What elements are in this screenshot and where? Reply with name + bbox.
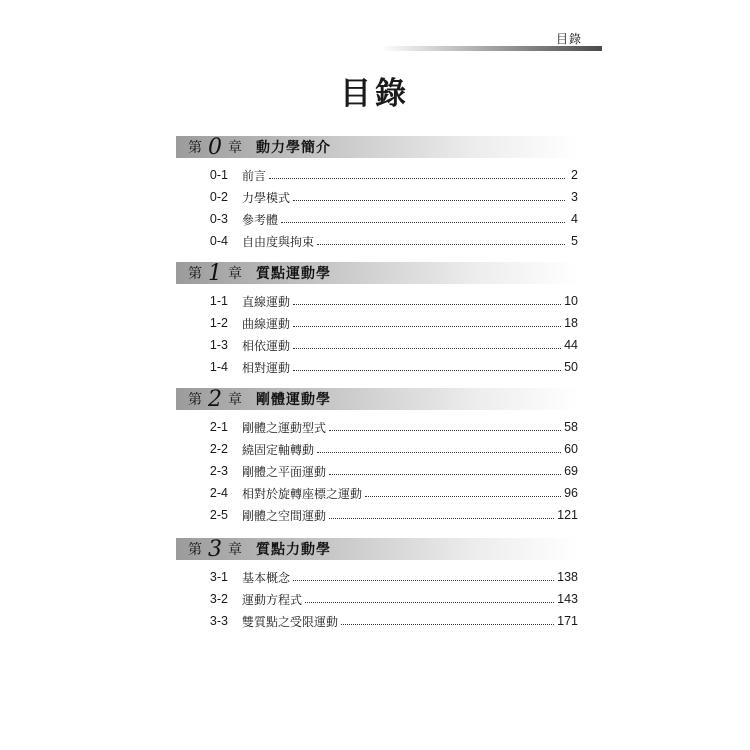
toc-entry[interactable] — [176, 312, 578, 334]
section-number: 0-2 — [209, 190, 228, 204]
dot-leader — [317, 451, 561, 453]
page-number: 60 — [564, 442, 578, 456]
page-number: 50 — [564, 360, 578, 374]
page-number: 3 — [571, 190, 578, 204]
section-number: 1-2 — [209, 316, 228, 330]
page-number: 4 — [571, 212, 578, 226]
chapter-title: 質點運動學 — [256, 266, 331, 282]
toc-entry[interactable] — [176, 482, 578, 504]
section-title: 剛體之運動型式 — [242, 420, 327, 435]
toc-entry[interactable] — [176, 208, 578, 230]
page-number: 171 — [557, 614, 578, 628]
dot-leader — [293, 369, 561, 371]
dot-leader — [341, 623, 554, 625]
chapter-number: 1 — [208, 261, 222, 286]
dot-leader — [293, 579, 554, 581]
dot-leader — [305, 601, 554, 603]
section-number: 3-3 — [209, 614, 228, 628]
section-number: 1-1 — [209, 294, 228, 308]
chapter-suffix: 章 — [228, 542, 242, 558]
chapter-heading[interactable] — [176, 262, 578, 284]
toc-entry[interactable] — [176, 566, 578, 588]
section-title: 參考體 — [242, 212, 279, 227]
toc-entry[interactable] — [176, 164, 578, 186]
section-title: 繞固定軸轉動 — [242, 442, 315, 457]
section-number: 2-3 — [209, 464, 228, 478]
section-title: 自由度與拘束 — [242, 234, 315, 249]
section-title: 剛體之空間運動 — [242, 508, 327, 523]
toc-entry[interactable] — [176, 416, 578, 438]
page-number: 18 — [564, 316, 578, 330]
chapter-heading[interactable] — [176, 538, 578, 560]
toc-entry[interactable] — [176, 588, 578, 610]
page-number: 44 — [564, 338, 578, 352]
chapter-title: 質點力動學 — [256, 542, 331, 558]
page-number: 96 — [564, 486, 578, 500]
dot-leader — [281, 221, 565, 223]
chapter-heading[interactable] — [176, 136, 578, 158]
section-title: 相依運動 — [242, 338, 291, 353]
section-title: 相對運動 — [242, 360, 291, 375]
dot-leader — [293, 199, 565, 201]
section-number: 2-1 — [209, 420, 228, 434]
section-number: 0-1 — [209, 168, 228, 182]
chapter-prefix: 第 — [188, 542, 202, 558]
chapter-prefix: 第 — [188, 266, 202, 282]
page-number: 58 — [564, 420, 578, 434]
dot-leader — [293, 325, 561, 327]
dot-leader — [293, 303, 561, 305]
page-number: 69 — [564, 464, 578, 478]
chapter-prefix: 第 — [188, 392, 202, 408]
section-title: 運動方程式 — [242, 592, 303, 607]
chapter-heading[interactable] — [176, 388, 578, 410]
toc-entry[interactable] — [176, 230, 578, 252]
chapter-number: 3 — [208, 537, 222, 562]
toc-entry[interactable] — [176, 290, 578, 312]
chapter-title: 剛體運動學 — [256, 392, 331, 408]
section-title: 直線運動 — [242, 294, 291, 309]
section-title: 相對於旋轉座標之運動 — [242, 486, 363, 501]
chapter-suffix: 章 — [228, 266, 242, 282]
toc-entry[interactable] — [176, 334, 578, 356]
dot-leader — [293, 347, 561, 349]
page-number: 143 — [557, 592, 578, 606]
chapter-number: 2 — [208, 387, 222, 412]
dot-leader — [329, 473, 561, 475]
toc-entry[interactable] — [176, 460, 578, 482]
dot-leader — [317, 243, 565, 245]
chapter-suffix: 章 — [228, 392, 242, 408]
dot-leader — [329, 517, 554, 519]
page-number: 121 — [557, 508, 578, 522]
toc-entry[interactable] — [176, 610, 578, 632]
section-number: 3-1 — [209, 570, 228, 584]
dot-leader — [365, 495, 561, 497]
toc-entry[interactable] — [176, 186, 578, 208]
toc-entry[interactable] — [176, 504, 578, 526]
chapter-3 — [176, 538, 578, 632]
chapter-1 — [176, 262, 578, 378]
running-head: 目錄 — [555, 32, 582, 46]
page-number: 5 — [571, 234, 578, 248]
section-number: 2-5 — [209, 508, 228, 522]
page-number: 138 — [557, 570, 578, 584]
section-number: 0-3 — [209, 212, 228, 226]
section-number: 2-4 — [209, 486, 228, 500]
chapter-title: 動力學簡介 — [256, 140, 331, 156]
toc-entry[interactable] — [176, 356, 578, 378]
chapter-suffix: 章 — [228, 140, 242, 156]
page-number: 2 — [571, 168, 578, 182]
section-title: 前言 — [242, 168, 267, 183]
page-number: 10 — [564, 294, 578, 308]
dot-leader — [269, 177, 565, 179]
page-title: 目錄 — [340, 76, 410, 112]
chapter-0 — [176, 136, 578, 252]
section-title: 雙質點之受限運動 — [242, 614, 339, 629]
section-number: 1-3 — [209, 338, 228, 352]
section-title: 剛體之平面運動 — [242, 464, 327, 479]
chapter-2 — [176, 388, 578, 526]
toc-entry[interactable] — [176, 438, 578, 460]
section-number: 0-4 — [209, 234, 228, 248]
chapter-number: 0 — [208, 135, 222, 160]
section-number: 1-4 — [209, 360, 228, 374]
chapter-prefix: 第 — [188, 140, 202, 156]
section-title: 曲線運動 — [242, 316, 291, 331]
dot-leader — [329, 429, 561, 431]
section-title: 基本概念 — [242, 570, 291, 585]
section-title: 力學模式 — [242, 190, 291, 205]
section-number: 2-2 — [209, 442, 228, 456]
section-number: 3-2 — [209, 592, 228, 606]
